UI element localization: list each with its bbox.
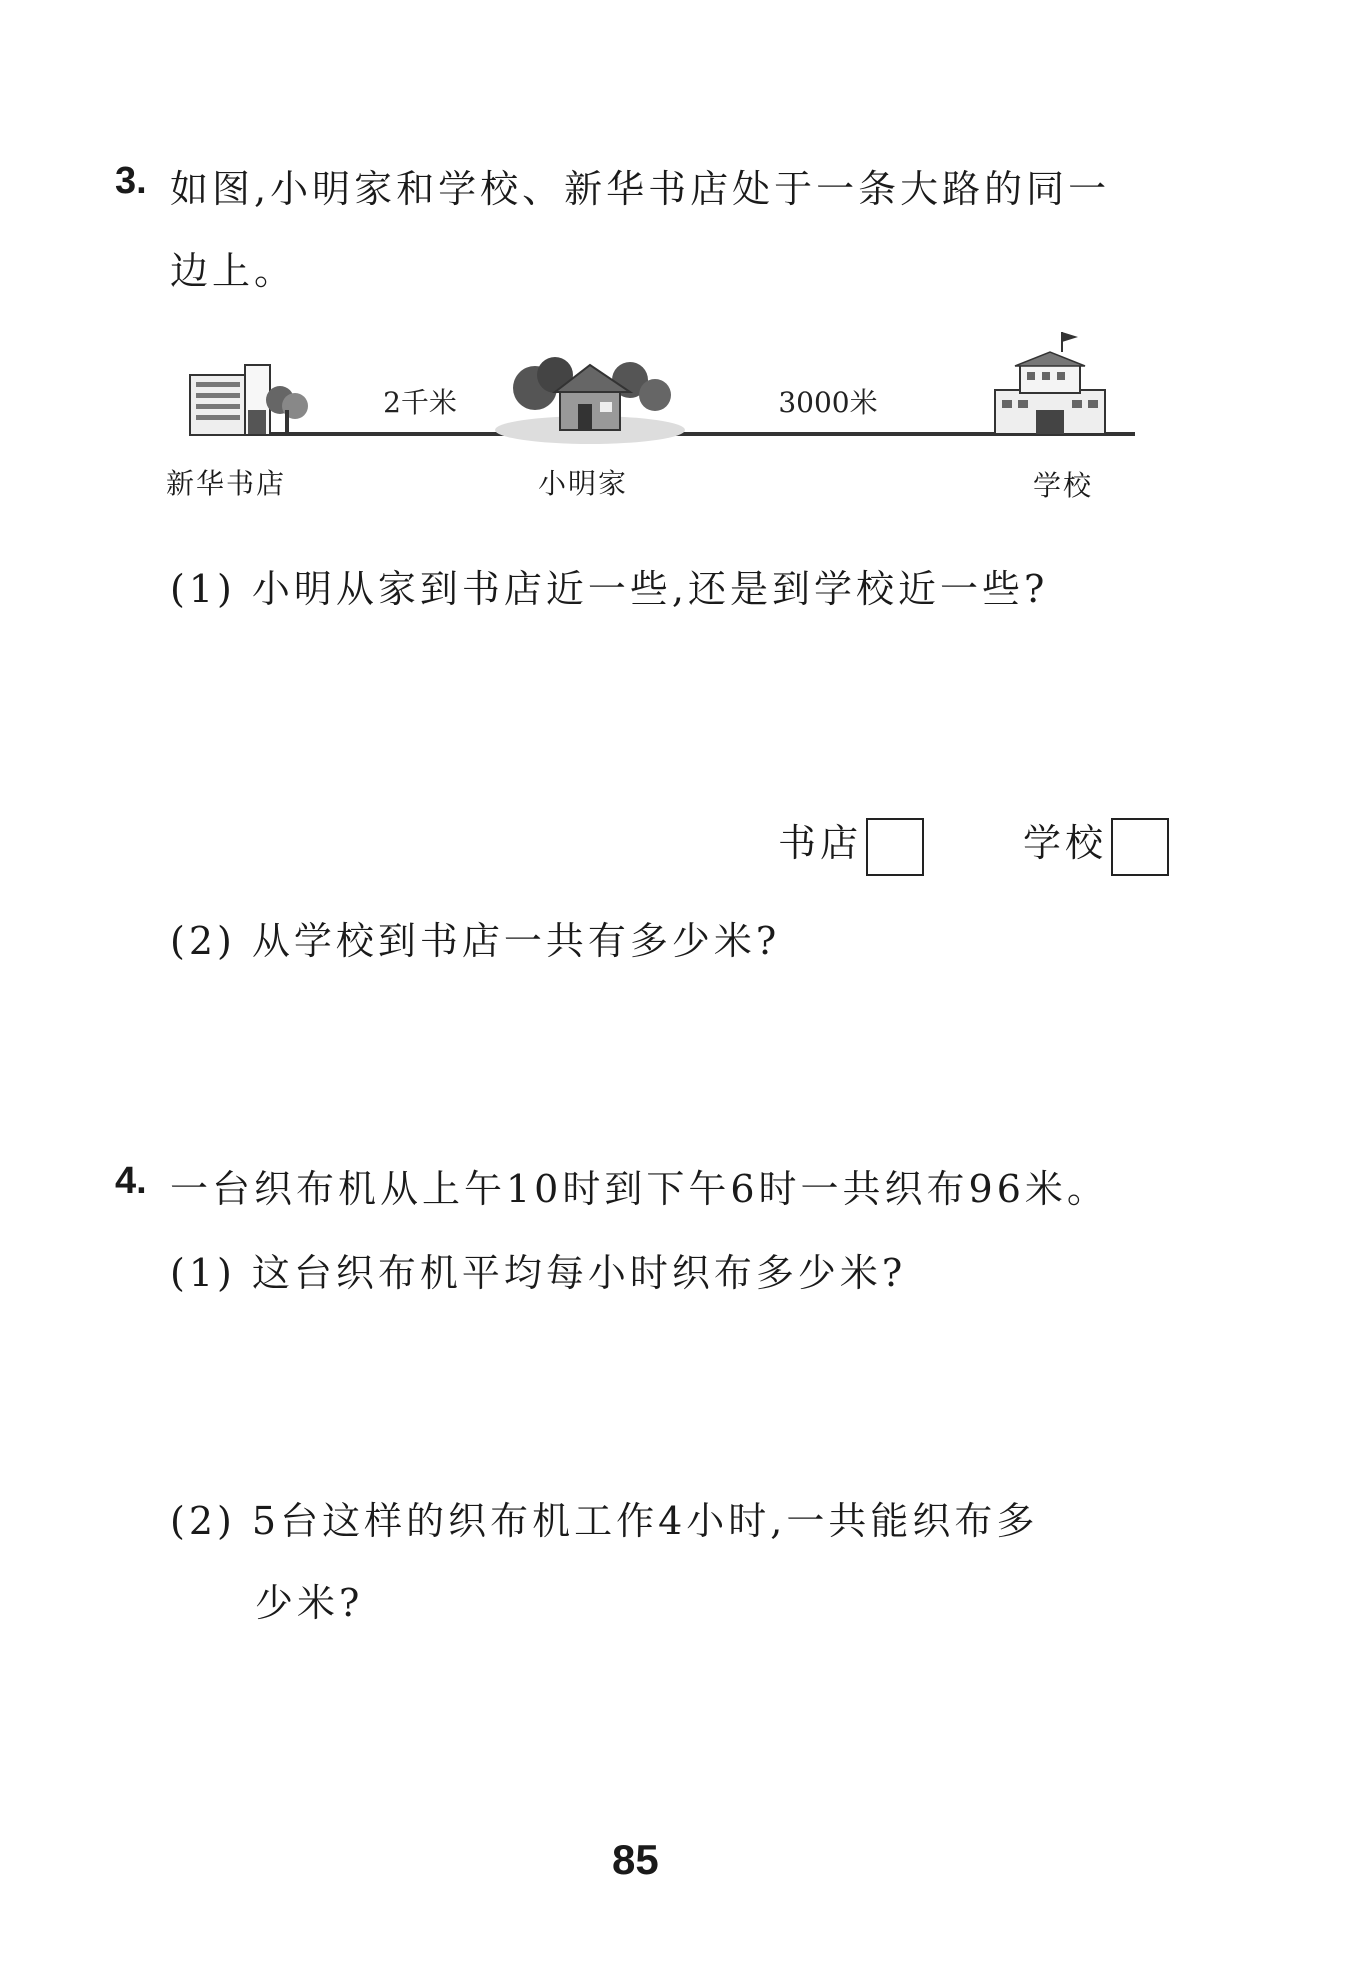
home-icon xyxy=(495,357,685,444)
choice-school-label: 学校 xyxy=(1023,821,1108,865)
question-3-sub2: (2) 从学校到书店一共有多少米? xyxy=(170,919,781,963)
choice-bookstore-label: 书店 xyxy=(778,821,863,865)
question-4-sub2-line2: 少米? xyxy=(255,1581,364,1625)
question-3-sub1: (1) 小明从家到书店近一些,还是到学校近一些? xyxy=(170,567,1049,611)
school-label: 学校 xyxy=(1033,469,1094,502)
question-3-text-line2: 边上。 xyxy=(170,249,297,293)
school-icon xyxy=(995,332,1105,434)
distance-left-label: 2千米 xyxy=(383,386,457,419)
page-number: 85 xyxy=(612,1836,659,1883)
question-4-number: 4. xyxy=(115,1160,147,1202)
road-diagram xyxy=(160,330,1160,510)
question-4-sub2-line1: (2) 5台这样的织布机工作4小时,一共能织布多 xyxy=(170,1499,1039,1543)
choice-school xyxy=(1023,812,1169,876)
home-label: 小明家 xyxy=(538,467,629,500)
distance-right-label: 3000米 xyxy=(778,386,878,419)
bookstore-icon xyxy=(190,365,308,435)
question-4-sub1: (1) 这台织布机平均每小时织布多少米? xyxy=(170,1251,907,1295)
choice-bookstore-box[interactable] xyxy=(866,818,924,876)
bookstore-label: 新华书店 xyxy=(166,467,287,500)
choice-school-box[interactable] xyxy=(1111,818,1169,876)
question-3-number: 3. xyxy=(115,160,147,202)
choice-bookstore xyxy=(778,812,924,876)
question-3-text-line1: 如图,小明家和学校、新华书店处于一条大路的同一 xyxy=(170,167,1111,211)
question-4-text: 一台织布机从上午10时到下午6时一共织布96米。 xyxy=(170,1167,1109,1211)
